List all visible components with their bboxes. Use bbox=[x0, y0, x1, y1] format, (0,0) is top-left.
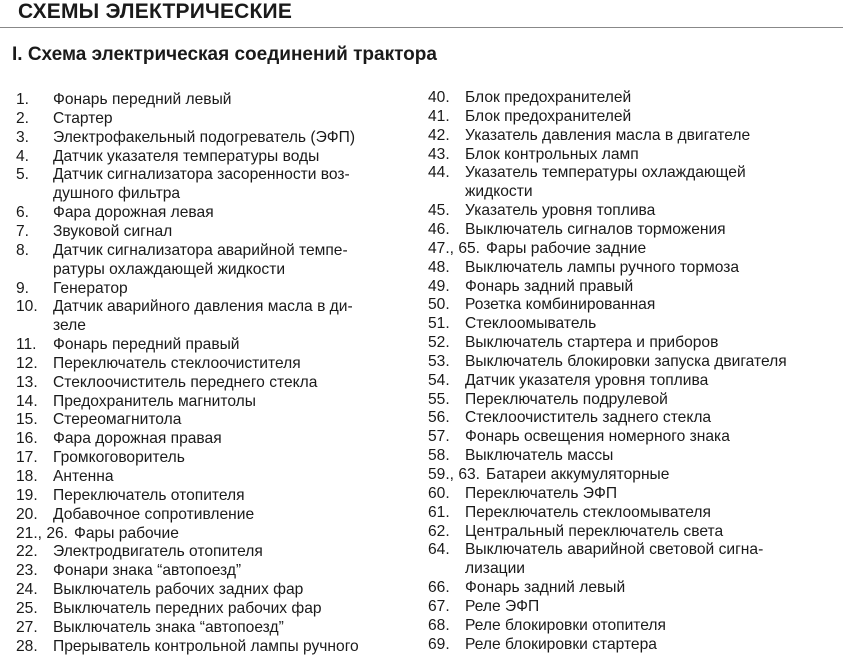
item-text: Выключатель лампы ручного тормоза bbox=[465, 258, 740, 276]
legend-item bbox=[16, 393, 256, 412]
item-text: Стеклоомыватель bbox=[465, 315, 597, 333]
item-text: Прерыватель контрольной лампы ручного bbox=[53, 637, 359, 655]
item-text: Фонарь передний левый bbox=[53, 91, 232, 108]
legend-item bbox=[16, 336, 240, 355]
legend-item bbox=[428, 146, 639, 165]
item-text: Фонарь передний правый bbox=[53, 336, 240, 354]
legend-item bbox=[428, 485, 617, 504]
item-text-continuation: жидкости bbox=[465, 183, 533, 201]
item-text: Розетка комбинированная bbox=[465, 296, 656, 314]
item-text: Стеклоочиститель заднего стекла bbox=[465, 409, 712, 427]
item-number: 3. bbox=[16, 128, 30, 146]
item-number: 69. bbox=[428, 635, 450, 653]
legend-item bbox=[16, 374, 317, 393]
legend-item bbox=[428, 334, 718, 353]
item-number: 51. bbox=[428, 315, 450, 333]
item-text: Громкоговоритель bbox=[53, 449, 185, 467]
item-text: Выключатель стартера и приборов bbox=[465, 334, 719, 352]
item-text: Фара дорожная правая bbox=[53, 430, 222, 448]
item-number: 49. bbox=[428, 277, 450, 295]
item-number: 41. bbox=[428, 107, 450, 125]
legend-item bbox=[16, 638, 359, 657]
item-text: Фары рабочие задние bbox=[486, 239, 647, 257]
item-text: Переключатель отопителя bbox=[53, 486, 245, 504]
item-text: Датчик указателя температуры воды bbox=[53, 147, 320, 165]
item-number: 10. bbox=[16, 298, 38, 316]
legend-item bbox=[428, 541, 763, 560]
subsection-heading: I. Схема электрическая соединений трактора bbox=[12, 44, 437, 65]
item-text: Переключатель ЭФП bbox=[465, 484, 618, 502]
item-text: Переключатель стеклоомывателя bbox=[465, 503, 711, 521]
legend-item bbox=[16, 355, 301, 374]
legend-item bbox=[428, 127, 750, 146]
item-text-continuation: лизации bbox=[465, 560, 525, 578]
item-number: 28. bbox=[16, 637, 38, 655]
item-text: Переключатель стеклоочистителя bbox=[53, 354, 301, 372]
legend-item bbox=[428, 409, 711, 428]
item-text-continuation: зеле bbox=[53, 317, 86, 335]
item-number: 57. bbox=[428, 428, 450, 446]
item-text: Стереомагнитола bbox=[53, 411, 182, 429]
legend-item bbox=[16, 298, 353, 317]
item-text: Батареи аккумуляторные bbox=[486, 466, 670, 483]
item-number: 58. bbox=[428, 447, 450, 465]
legend-item bbox=[428, 278, 633, 297]
legend-item bbox=[16, 581, 303, 600]
item-text: Выключатель знака “автопоезд” bbox=[53, 618, 284, 636]
item-number: 40. bbox=[428, 89, 450, 106]
item-number: 59., 63. bbox=[428, 466, 481, 483]
item-number: 64. bbox=[428, 541, 450, 559]
item-text: Датчик сигнализатора засоренности воз- bbox=[53, 166, 350, 184]
legend-item bbox=[428, 579, 625, 598]
item-text: Блок контрольных ламп bbox=[465, 145, 639, 163]
item-number: 24. bbox=[16, 581, 38, 599]
item-text: Фары рабочие bbox=[74, 524, 179, 542]
item-text: Указатель давления масла в двигателе bbox=[465, 126, 751, 144]
section-heading: СХЕМЫ ЭЛЕКТРИЧЕСКИЕ bbox=[18, 0, 293, 23]
item-number: 14. bbox=[16, 392, 38, 410]
item-text: Выключатель сигналов торможения bbox=[465, 220, 726, 238]
item-number: 12. bbox=[16, 354, 38, 372]
legend-item bbox=[428, 89, 631, 108]
item-number: 23. bbox=[16, 562, 38, 580]
item-number: 19. bbox=[16, 486, 38, 504]
item-number: 5. bbox=[16, 166, 30, 184]
legend-item bbox=[16, 543, 263, 562]
legend-item bbox=[428, 447, 613, 466]
item-number: 55. bbox=[428, 390, 450, 408]
legend-item bbox=[16, 91, 232, 110]
legend-item bbox=[16, 166, 350, 185]
item-text: Фонарь задний левый bbox=[465, 579, 626, 597]
item-text: Указатель уровня топлива bbox=[465, 202, 656, 220]
legend-item bbox=[16, 148, 319, 167]
item-number: 43. bbox=[428, 145, 450, 163]
legend-item bbox=[16, 242, 348, 261]
legend-item bbox=[16, 129, 355, 148]
legend-item bbox=[428, 372, 708, 391]
item-text: Предохранитель магнитолы bbox=[53, 392, 256, 410]
item-text-continuation: душного фильтра bbox=[53, 185, 181, 203]
item-number: 47., 65. bbox=[428, 239, 481, 257]
item-number: 53. bbox=[428, 352, 450, 370]
item-text: Центральный переключатель света bbox=[465, 522, 724, 540]
item-number: 68. bbox=[428, 616, 450, 634]
item-number: 61. bbox=[428, 503, 450, 521]
legend-item bbox=[16, 223, 172, 242]
item-text: Фонарь освещения номерного знака bbox=[465, 428, 730, 446]
legend-item bbox=[428, 598, 539, 617]
item-number: 16. bbox=[16, 430, 38, 448]
legend-item bbox=[428, 617, 666, 636]
item-number: 67. bbox=[428, 597, 450, 615]
item-text: Реле ЭФП bbox=[465, 597, 540, 615]
item-number: 11. bbox=[16, 336, 37, 354]
legend-item bbox=[428, 466, 669, 485]
item-text: Выключатель передних рабочих фар bbox=[53, 599, 322, 617]
item-number: 52. bbox=[428, 334, 450, 352]
item-number: 62. bbox=[428, 522, 450, 540]
item-number: 7. bbox=[16, 222, 30, 240]
item-number: 8. bbox=[16, 241, 30, 259]
item-number: 4. bbox=[16, 147, 30, 165]
legend-item bbox=[16, 562, 241, 581]
item-number: 1. bbox=[16, 91, 30, 108]
item-number: 9. bbox=[16, 279, 30, 297]
legend-item bbox=[16, 487, 245, 506]
item-number: 20. bbox=[16, 505, 38, 523]
item-text-continuation: ратуры охлаждающей жидкости bbox=[53, 260, 286, 278]
item-text: Выключатель рабочих задних фар bbox=[53, 581, 304, 599]
item-number: 60. bbox=[428, 484, 450, 502]
item-text: Электродвигатель отопителя bbox=[53, 543, 263, 561]
item-number: 44. bbox=[428, 164, 450, 182]
item-text: Электрофакельный подогреватель (ЭФП) bbox=[53, 128, 356, 146]
item-number: 66. bbox=[428, 579, 450, 597]
item-number: 6. bbox=[16, 204, 30, 222]
item-text: Блок предохранителей bbox=[465, 89, 632, 106]
legend-item bbox=[428, 428, 730, 447]
item-number: 42. bbox=[428, 126, 450, 144]
item-text: Стеклоочиститель переднего стекла bbox=[53, 373, 318, 391]
item-number: 27. bbox=[16, 618, 38, 636]
item-text: Выключатель аварийной световой сигна- bbox=[465, 541, 764, 559]
item-number: 54. bbox=[428, 371, 450, 389]
item-text: Стартер bbox=[53, 109, 113, 127]
item-number: 25. bbox=[16, 599, 38, 617]
legend-item bbox=[428, 240, 646, 259]
legend-item bbox=[16, 506, 254, 525]
item-text: Выключатель массы bbox=[465, 447, 614, 465]
item-text: Датчик аварийного давления масла в ди- bbox=[53, 298, 353, 316]
legend-item bbox=[16, 449, 185, 468]
legend-item bbox=[428, 259, 739, 278]
item-number: 18. bbox=[16, 468, 38, 485]
legend-item bbox=[428, 636, 657, 655]
item-number: 21., 26. bbox=[16, 524, 69, 542]
legend-item bbox=[16, 280, 128, 299]
item-text: Реле блокировки стартера bbox=[465, 635, 657, 653]
item-text: Фара дорожная левая bbox=[53, 204, 214, 222]
item-number: 48. bbox=[428, 258, 450, 276]
item-number: 56. bbox=[428, 409, 450, 427]
item-number: 50. bbox=[428, 296, 450, 314]
legend-item bbox=[428, 296, 655, 315]
legend-item bbox=[16, 430, 222, 449]
item-text: Переключатель подрулевой bbox=[465, 390, 668, 408]
legend-item bbox=[428, 108, 631, 127]
legend-item bbox=[428, 353, 787, 372]
item-text: Добавочное сопротивление bbox=[53, 505, 255, 523]
item-text: Блок предохранителей bbox=[465, 107, 632, 125]
legend-item bbox=[428, 202, 655, 221]
legend-item bbox=[428, 315, 596, 334]
legend-item bbox=[16, 600, 322, 619]
item-text: Датчик сигнализатора аварийной темпе- bbox=[53, 241, 348, 259]
legend-item bbox=[16, 204, 214, 223]
legend-item bbox=[428, 523, 723, 542]
legend-item bbox=[428, 221, 726, 240]
item-text: Фонарь задний правый bbox=[465, 277, 634, 295]
item-text: Антенна bbox=[53, 468, 114, 485]
item-text: Звуковой сигнал bbox=[53, 222, 173, 240]
item-text: Указатель температуры охлаждающей bbox=[465, 164, 746, 182]
item-number: 17. bbox=[16, 449, 38, 467]
legend-item bbox=[428, 164, 746, 183]
legend-item bbox=[16, 468, 114, 487]
item-number: 45. bbox=[428, 202, 450, 220]
item-text: Выключатель блокировки запуска двигателя bbox=[465, 352, 787, 370]
item-number: 2. bbox=[16, 109, 30, 127]
legend-item bbox=[16, 411, 181, 430]
item-number: 15. bbox=[16, 411, 38, 429]
item-number: 13. bbox=[16, 373, 38, 391]
legend-item bbox=[16, 525, 179, 544]
heading-divider bbox=[0, 27, 843, 28]
item-number: 46. bbox=[428, 220, 450, 238]
legend-item bbox=[428, 504, 711, 523]
legend-item bbox=[428, 391, 668, 410]
item-number: 22. bbox=[16, 543, 38, 561]
item-text: Датчик указателя уровня топлива bbox=[465, 371, 709, 389]
item-text: Фонари знака “автопоезд” bbox=[53, 562, 242, 580]
legend-item bbox=[16, 619, 284, 638]
item-text: Генератор bbox=[53, 279, 128, 297]
legend-item bbox=[16, 110, 113, 129]
item-text: Реле блокировки отопителя bbox=[465, 616, 666, 634]
